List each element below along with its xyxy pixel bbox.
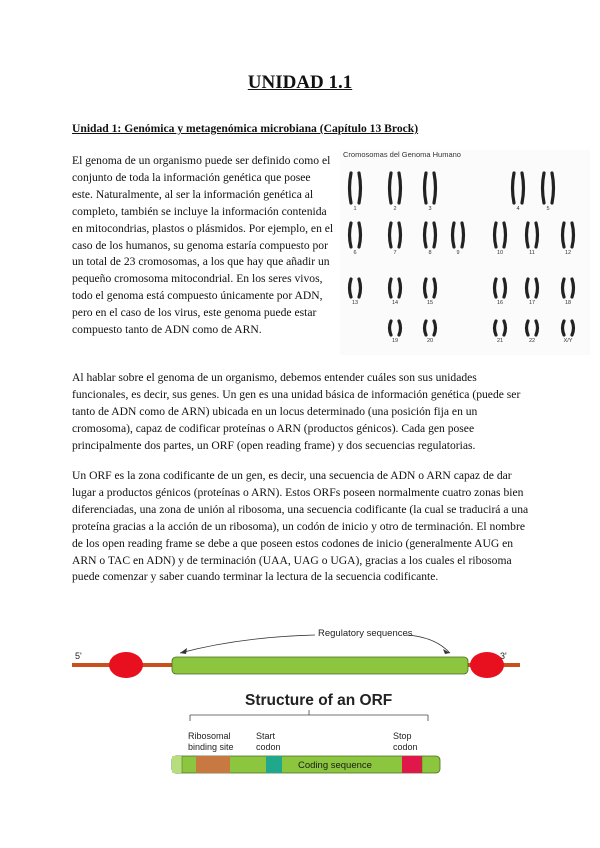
chromosome-label: 15 xyxy=(426,300,434,306)
chromosome-label: X/Y xyxy=(563,338,573,344)
chromosome xyxy=(425,279,427,297)
chromosome xyxy=(572,223,574,247)
start-label-1: Start xyxy=(256,731,276,741)
chromosome xyxy=(425,223,427,247)
chromosome-pair xyxy=(527,223,538,247)
karyotype-figure xyxy=(340,150,590,355)
chromosome xyxy=(495,279,497,297)
chromosome xyxy=(425,173,427,203)
chromosome-pair xyxy=(563,279,574,297)
chromosome xyxy=(434,279,436,297)
chromosome xyxy=(552,173,554,203)
chromosome xyxy=(504,279,506,297)
chromosome-label: 5 xyxy=(546,206,550,212)
chromosome-label: 16 xyxy=(496,300,504,306)
chromosome xyxy=(527,321,529,335)
start-label-2: codon xyxy=(256,742,281,752)
chromosome xyxy=(425,321,427,335)
regulatory-sequence-right xyxy=(470,652,504,678)
chromosome-pair xyxy=(513,173,524,203)
chromosome xyxy=(572,279,574,297)
chromosome-label: 10 xyxy=(496,250,504,256)
chromosome-label: 21 xyxy=(496,338,504,344)
chromosome xyxy=(390,279,392,297)
regulatory-label: Regulatory sequences xyxy=(318,628,413,639)
chromosome-label: 8 xyxy=(428,250,432,256)
chromosome-label: 4 xyxy=(516,206,520,212)
chromosome-pair xyxy=(563,321,574,335)
chromosome-pair xyxy=(390,321,401,335)
chromosome-pair xyxy=(390,173,401,203)
section-subtitle: Unidad 1: Genómica y metagenómica microbiana (Capítulo 13 Brock) xyxy=(72,122,419,135)
chromosome-pair xyxy=(390,279,401,297)
chromosome-label: 19 xyxy=(391,338,399,344)
ribosomal-label-2: binding site xyxy=(188,742,234,752)
chromosome xyxy=(399,321,401,335)
chromosome xyxy=(527,279,529,297)
chromosome-pair xyxy=(390,223,401,247)
paragraph-genome: El genoma de un organismo puede ser definido como el conjunto de toda la información genética que posee este. Naturalmente, al ser la información genética al completo, también se incluye la información contenida en mitocondrias, plastos o plásmidos. Por ejemplo, en el caso de los humanos, su genoma estaría compuesto por un total de 23 cromosomas, a los que hay que añadir un pequeño cromosoma mitocondrial. En los seres vivos, todo el genoma está compuesto únicamente por ADN, pero en el caso de los virus, este genoma puede estar compuesto tanto de ADN como de ARN. xyxy=(72,154,334,337)
orf-structure-diagram xyxy=(60,615,540,785)
stop-label-1: Stop xyxy=(393,731,412,741)
chromosome-label: 17 xyxy=(528,300,536,306)
chromosome xyxy=(359,223,361,247)
chromosome xyxy=(536,279,538,297)
chromosome-label: 22 xyxy=(528,338,536,344)
chromosome-label: 1 xyxy=(353,206,357,212)
chromosome xyxy=(350,223,352,247)
chromosome-label: 14 xyxy=(391,300,399,306)
ribosomal-binding-site xyxy=(196,756,230,773)
chromosome xyxy=(350,279,352,297)
chromosome xyxy=(350,173,352,203)
chromosome-pair xyxy=(495,279,506,297)
chromosome xyxy=(399,173,401,203)
chromosome xyxy=(572,321,574,335)
chromosome xyxy=(543,173,545,203)
chromosome xyxy=(563,279,565,297)
chromosome xyxy=(462,223,464,247)
coding-sequence-label: Coding sequence xyxy=(298,760,372,771)
chromosome xyxy=(504,321,506,335)
page-title: UNIDAD 1.1 xyxy=(247,72,353,93)
chromosome-pair xyxy=(425,173,436,203)
paragraph-genes: Al hablar sobre el genoma de un organismo, debemos entender cuáles son sus unidades funcionales, es decir, sus genes. Un gen es una unidad básica de información genética (puede ser tanto de ADN como de ARN) ubicada en un locus determinado (una posición fija en un cromosoma), capaz de codificar proteínas o ARN (productos génicos). Cada gen posee principalmente dos partes, un ORF (open reading frame) y dos secuencias regulatorias. xyxy=(72,371,521,452)
chromosome-pair xyxy=(543,173,554,203)
chromosome-pair xyxy=(453,223,464,247)
chromosome-label: 6 xyxy=(353,250,357,256)
chromosome xyxy=(399,223,401,247)
chromosome-label: 18 xyxy=(564,300,572,306)
chromosome xyxy=(563,321,565,335)
chromosome xyxy=(434,223,436,247)
chromosome xyxy=(536,321,538,335)
chromosome-label: 9 xyxy=(456,250,460,256)
chromosome xyxy=(513,173,515,203)
chromosome-pair xyxy=(527,279,538,297)
chromosome-label: 3 xyxy=(428,206,432,212)
chromosome xyxy=(563,223,565,247)
karyotype-title: Cromosomas del Genoma Humano xyxy=(343,150,461,159)
chromosome xyxy=(522,173,524,203)
chromosome-label: 20 xyxy=(426,338,434,344)
orf-heading: Structure of an ORF xyxy=(245,692,393,709)
chromosome xyxy=(434,321,436,335)
chromosome-label: 7 xyxy=(393,250,397,256)
start-codon xyxy=(266,756,282,773)
paragraph-orf: Un ORF es la zona codificante de un gen, es decir, una secuencia de ADN o ARN capaz de dar lugar a productos génicos (proteínas o ARN). Estos ORFs poseen normalmente cuatro zonas bien diferenciadas, una zona de unión al ribosoma, una secuencia codificante (la cual se traducirá a una proteína gracias a la acción de un ribosoma), un codón de inicio y otro de terminación. El nombre de los open reading frame se debe a que poseen estos codones de inicio (generalmente AUG en ARN o TAC en ADN) y de terminación (UAA, UAG o UGA), gracias a los cuales el ribosoma puede comenzar y saber cuando terminar la lectura de la secuencia codificante. xyxy=(72,469,529,584)
chromosome xyxy=(527,223,529,247)
chromosome-label: 13 xyxy=(351,300,359,306)
ribosomal-label-1: Ribosomal xyxy=(188,731,231,741)
chromosome xyxy=(536,223,538,247)
stop-codon xyxy=(402,756,422,773)
five-prime-label: 5' xyxy=(75,651,82,661)
chromosome-pair xyxy=(350,173,361,203)
chromosome-pair xyxy=(350,223,361,247)
chromosome xyxy=(504,223,506,247)
chromosome-label: 11 xyxy=(529,250,535,256)
gene-body xyxy=(172,657,468,674)
chromosome-pair xyxy=(425,321,436,335)
chromosome-pair xyxy=(527,321,538,335)
regulatory-arrow-left xyxy=(180,635,315,653)
chromosome-pair xyxy=(495,223,506,247)
chromosome-pair xyxy=(563,223,574,247)
chromosome xyxy=(453,223,455,247)
chromosome xyxy=(390,173,392,203)
regulatory-sequence-left xyxy=(109,652,143,678)
chromosome-pair xyxy=(495,321,506,335)
chromosome xyxy=(359,173,361,203)
chromosome xyxy=(495,223,497,247)
stop-label-2: codon xyxy=(393,742,418,752)
arrowhead-left xyxy=(180,648,187,654)
chromosome-pair xyxy=(350,279,361,297)
chromosome-label: 12 xyxy=(564,250,572,256)
chromosome-label: 2 xyxy=(393,206,397,212)
chromosome xyxy=(390,321,392,335)
chromosome xyxy=(495,321,497,335)
chromosome xyxy=(399,279,401,297)
three-prime-label: 3' xyxy=(500,651,507,661)
chromosome-pair xyxy=(425,279,436,297)
chromosome-pair xyxy=(425,223,436,247)
chromosome xyxy=(359,279,361,297)
chromosome xyxy=(434,173,436,203)
chromosome xyxy=(390,223,392,247)
